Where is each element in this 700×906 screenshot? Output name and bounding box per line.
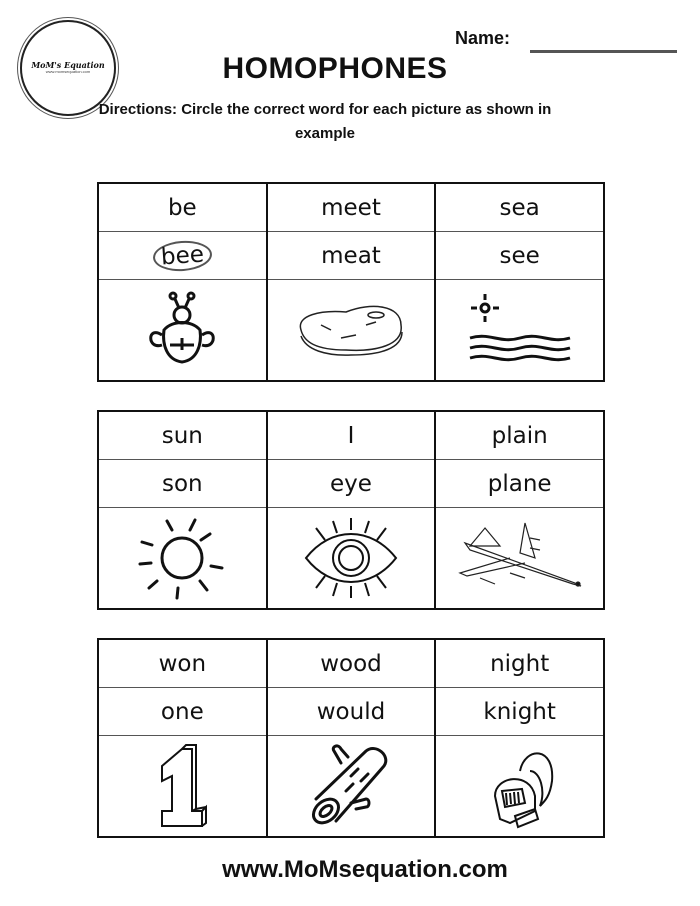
word-cell[interactable]: would [267, 688, 436, 736]
knight-helmet-icon [480, 741, 560, 831]
picture-cell [435, 736, 604, 838]
picture-cell [267, 736, 436, 838]
word-cell[interactable]: meet [267, 183, 436, 232]
word-cell[interactable]: plain [435, 411, 604, 460]
homophone-grid-1 [97, 182, 605, 382]
eye-icon [301, 516, 401, 601]
word-cell[interactable]: I [267, 411, 436, 460]
footer-url: www.MoMsequation.com [222, 856, 508, 883]
word-cell[interactable]: eye [267, 460, 436, 508]
word-cell[interactable]: knight [435, 688, 604, 736]
picture-cell [98, 508, 267, 610]
word-cell[interactable]: meat [267, 232, 436, 280]
log-icon [306, 741, 396, 831]
sea-icon [465, 290, 575, 370]
airplane-icon [455, 518, 585, 598]
bee-icon [142, 290, 222, 370]
meat-icon [296, 300, 406, 360]
circled-example-word: bee [152, 238, 213, 272]
word-cell[interactable]: wood [267, 639, 436, 688]
word-cell[interactable]: one [98, 688, 267, 736]
homophone-grid-2 [97, 410, 605, 610]
picture-cell [98, 280, 267, 382]
word-cell[interactable]: sun [98, 411, 267, 460]
name-label: Name: [455, 28, 511, 48]
picture-cell [435, 280, 604, 382]
picture-cell [267, 280, 436, 382]
logo-title: MoM's Equation [31, 60, 105, 71]
sun-icon [137, 516, 227, 601]
word-cell[interactable]: won [98, 639, 267, 688]
picture-cell [98, 736, 267, 838]
logo-url: www.momsequation.com [45, 69, 91, 75]
picture-cell [267, 508, 436, 610]
word-cell[interactable] [98, 232, 267, 280]
word-cell[interactable]: be [98, 183, 267, 232]
word-cell[interactable]: sea [435, 183, 604, 232]
word-cell[interactable]: son [98, 460, 267, 508]
word-cell[interactable]: see [435, 232, 604, 280]
directions: Directions: Circle the correct word for each picture as shown in example [98, 101, 552, 142]
word-cell[interactable]: plane [435, 460, 604, 508]
word-cell[interactable]: night [435, 639, 604, 688]
number-one-icon [152, 741, 212, 831]
picture-cell [435, 508, 604, 610]
homophone-grid-3 [97, 638, 605, 838]
page-title: HOMOPHONES [222, 52, 448, 85]
